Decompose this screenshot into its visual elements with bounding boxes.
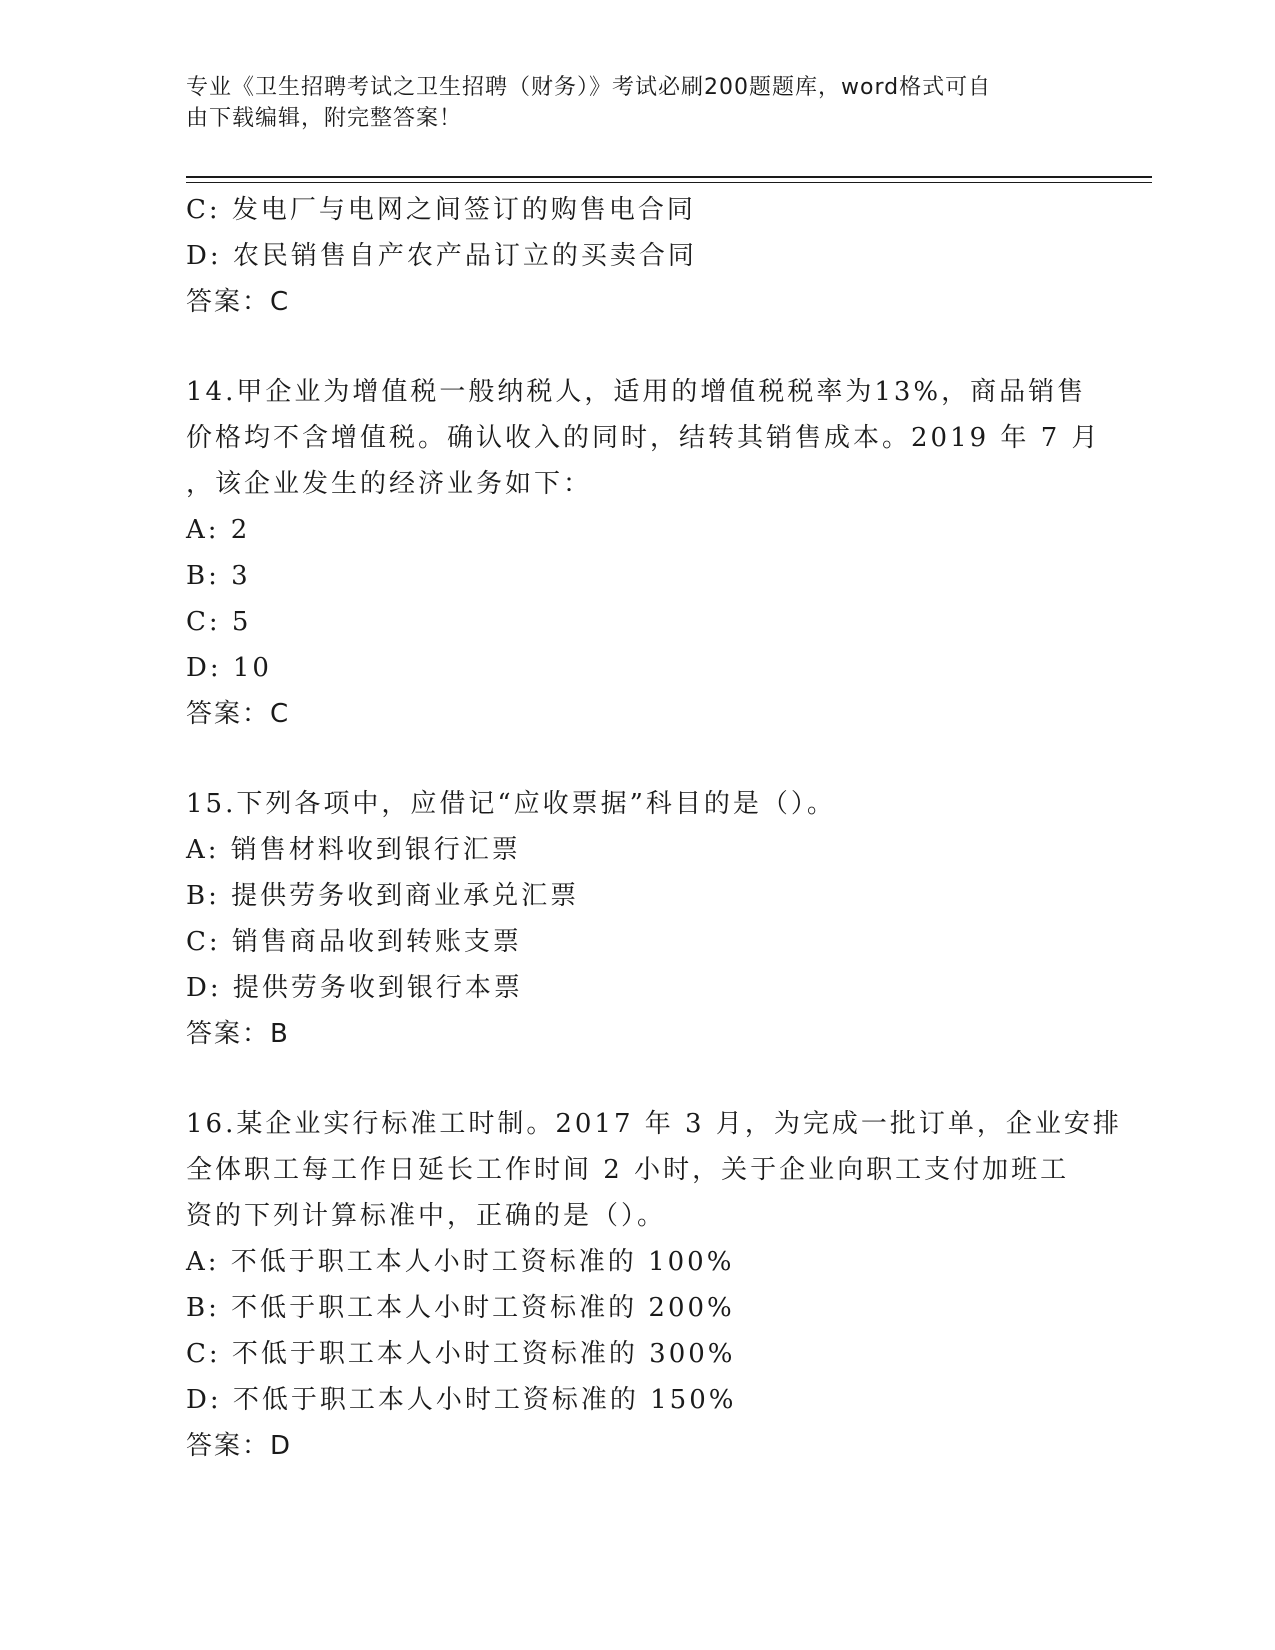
question-text-line: ，该企业发生的经济业务如下： [186, 469, 593, 499]
option-c: C: 5 [186, 607, 252, 637]
option-a: A: 销售材料收到银行汇票 [186, 835, 521, 865]
question-text-line: 15.下列各项中，应借记“应收票据”科目的是（）。 [186, 789, 836, 819]
document-header [186, 72, 1066, 134]
question-text-line: 16.某企业实行标准工时制。2017 年 3 月，为完成一批订单，企业安排 [186, 1109, 1122, 1139]
header-divider-thick [186, 176, 1152, 178]
question-text-line: 14.甲企业为增值税一般纳税人，适用的增值税税率为13%，商品销售 [186, 377, 1087, 407]
option-d: D: 提供劳务收到银行本票 [186, 973, 523, 1003]
question-15 [186, 781, 1086, 1057]
question-text [186, 1101, 1122, 1239]
option-d: D: 10 [186, 653, 272, 683]
option-c: C: 不低于职工本人小时工资标准的 300% [186, 1339, 736, 1369]
option-a: A: 2 [186, 515, 251, 545]
option-b: B: 提供劳务收到商业承兑汇票 [186, 881, 580, 911]
header-divider-thin [186, 182, 1152, 183]
previous-question-block [186, 187, 1086, 325]
option-a: A: 不低于职工本人小时工资标准的 100% [186, 1247, 735, 1277]
answer-line: 答案：C [186, 287, 291, 317]
question-content [186, 187, 1122, 1469]
header-title-line-2: 由下载编辑，附完整答案！ [186, 106, 463, 131]
option-c: C: 销售商品收到转账支票 [186, 927, 522, 957]
question-text [186, 781, 1086, 827]
header-title-line-1: 专业《卫生招聘考试之卫生招聘（财务）》考试必刷200题题库，word格式可自 [186, 75, 992, 100]
question-14 [186, 369, 1101, 737]
option-d: D: 不低于职工本人小时工资标准的 150% [186, 1385, 737, 1415]
question-text-line: 价格均不含增值税。确认收入的同时，结转其销售成本。2019 年 7 月 [186, 423, 1101, 453]
option-c: C: 发电厂与电网之间签订的购售电合同 [186, 195, 696, 225]
question-16 [186, 1101, 1122, 1469]
answer-line: 答案：B [186, 1019, 290, 1049]
question-text-line: 全体职工每工作日延长工作时间 2 小时，关于企业向职工支付加班工 [186, 1155, 1070, 1185]
answer-line: 答案：C [186, 699, 291, 729]
question-text [186, 369, 1101, 507]
option-b: B: 不低于职工本人小时工资标准的 200% [186, 1293, 735, 1323]
option-d: D: 农民销售自产农产品订立的买卖合同 [186, 241, 697, 271]
option-b: B: 3 [186, 561, 251, 591]
question-text-line: 资的下列计算标准中，正确的是（）。 [186, 1201, 667, 1231]
answer-line: 答案：D [186, 1431, 293, 1461]
